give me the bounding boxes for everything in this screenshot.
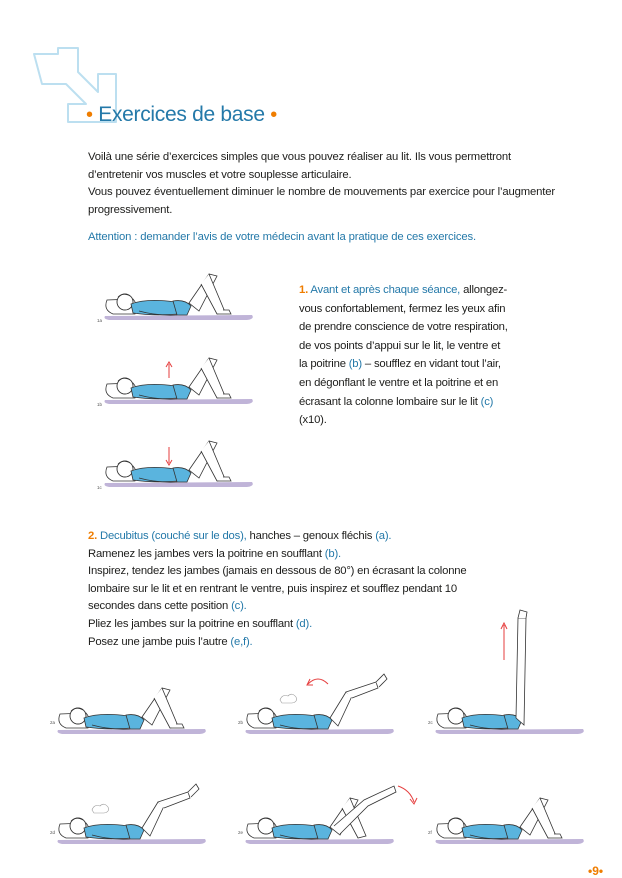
figure-label-2b: 2b xyxy=(238,720,244,725)
page-title xyxy=(86,103,277,127)
person-lying-illustration xyxy=(50,665,220,740)
step-1-text-b: – soufflez en vidant tout l’air, en dégonflant le ventre et la poitrine et en écrasant la colonne lombaire sur le lit xyxy=(299,358,501,408)
figure-label-1a: 1a xyxy=(97,318,103,323)
person-lying-illustration xyxy=(238,775,428,850)
figure-2e xyxy=(238,775,428,850)
person-lying-illustration xyxy=(97,350,267,410)
person-lying-illustration xyxy=(50,775,220,850)
figure-label-2d: 2d xyxy=(50,830,56,835)
step-1-text-c: (x10). xyxy=(299,414,327,427)
step-2-line5: Posez une jambe puis l’autre xyxy=(88,635,228,648)
warning-text: Attention : demander l’avis de votre médecin avant la pratique de ces exercices. xyxy=(88,231,477,243)
figure-label-2c: 2c xyxy=(428,720,433,725)
figure-1b xyxy=(97,350,267,410)
step-1-number: 1. xyxy=(299,284,309,296)
title-bullet-right: • xyxy=(270,104,277,126)
figure-label-1b: 1b xyxy=(97,402,103,407)
step-2-line2: Ramenez les jambes vers la poitrine en soufflant xyxy=(88,547,322,560)
person-lying-illustration xyxy=(238,665,408,740)
step-2-ref-c: (c). xyxy=(231,600,247,613)
page-number: •9• xyxy=(588,864,604,878)
person-lying-illustration xyxy=(97,266,267,326)
intro-text xyxy=(88,149,568,219)
person-lying-illustration xyxy=(428,610,558,740)
step-2-line1: hanches – genoux fléchis xyxy=(249,530,373,542)
figure-label-2a: 2a xyxy=(50,720,56,725)
step-2-ref-b: (b). xyxy=(324,547,341,560)
step-2-lead: Decubitus (couché sur le dos), xyxy=(99,530,247,542)
step-2-line3: Inspirez, tendez les jambes (jamais en dessous de 80°) en écrasant la colonne lombaire sur le lit et en rentrant le ventre, puis inspirez et soufflez pendant 10 secondes dans cette position xyxy=(88,565,467,613)
figure-2a xyxy=(50,665,220,740)
step-1-ref-c: (c) xyxy=(480,395,494,408)
figure-2b xyxy=(238,665,408,740)
figure-label-1c: 1c xyxy=(97,485,102,490)
step-2-ref-a: (a). xyxy=(375,530,392,542)
step-2-ref-d: (d). xyxy=(295,617,313,630)
figure-1a xyxy=(97,266,267,326)
step-2-ref-ef: (e,f). xyxy=(230,635,253,648)
step-1-text xyxy=(299,281,509,430)
step-1-text-a: allongez-vous confortablement, fermez les yeux afin de prendre conscience de votre respiration, de vos points d’appui sur le lit, le ventre et la poitrine xyxy=(299,284,508,371)
intro-paragraph-1: Voilà une série d’exercices simples que vous pouvez réaliser au lit. Ils vous permettront d’entretenir vos muscles et votre souplesse articulaire. xyxy=(88,151,512,181)
figure-label-2f: 2f xyxy=(428,830,432,835)
figure-label-2e: 2e xyxy=(238,830,244,835)
figure-2c xyxy=(428,610,558,740)
person-lying-illustration xyxy=(97,433,267,493)
step-2-number: 2. xyxy=(88,530,98,542)
title-text: Exercices de base xyxy=(98,103,265,126)
title-bullet-left: • xyxy=(86,104,93,126)
intro-paragraph-2: Vous pouvez éventuellement diminuer le nombre de mouvements par exercice pour l’augmenter progressivement. xyxy=(88,186,556,216)
step-2-line4: Pliez les jambes sur la poitrine en soufflant xyxy=(88,617,293,630)
figure-2d xyxy=(50,775,220,850)
figure-2f xyxy=(428,775,598,850)
step-1-lead: Avant et après chaque séance, xyxy=(310,284,461,296)
figure-1c xyxy=(97,433,267,493)
step-1-ref-b: (b) xyxy=(348,358,362,371)
step-2-text xyxy=(88,528,468,651)
person-lying-illustration xyxy=(428,775,598,850)
